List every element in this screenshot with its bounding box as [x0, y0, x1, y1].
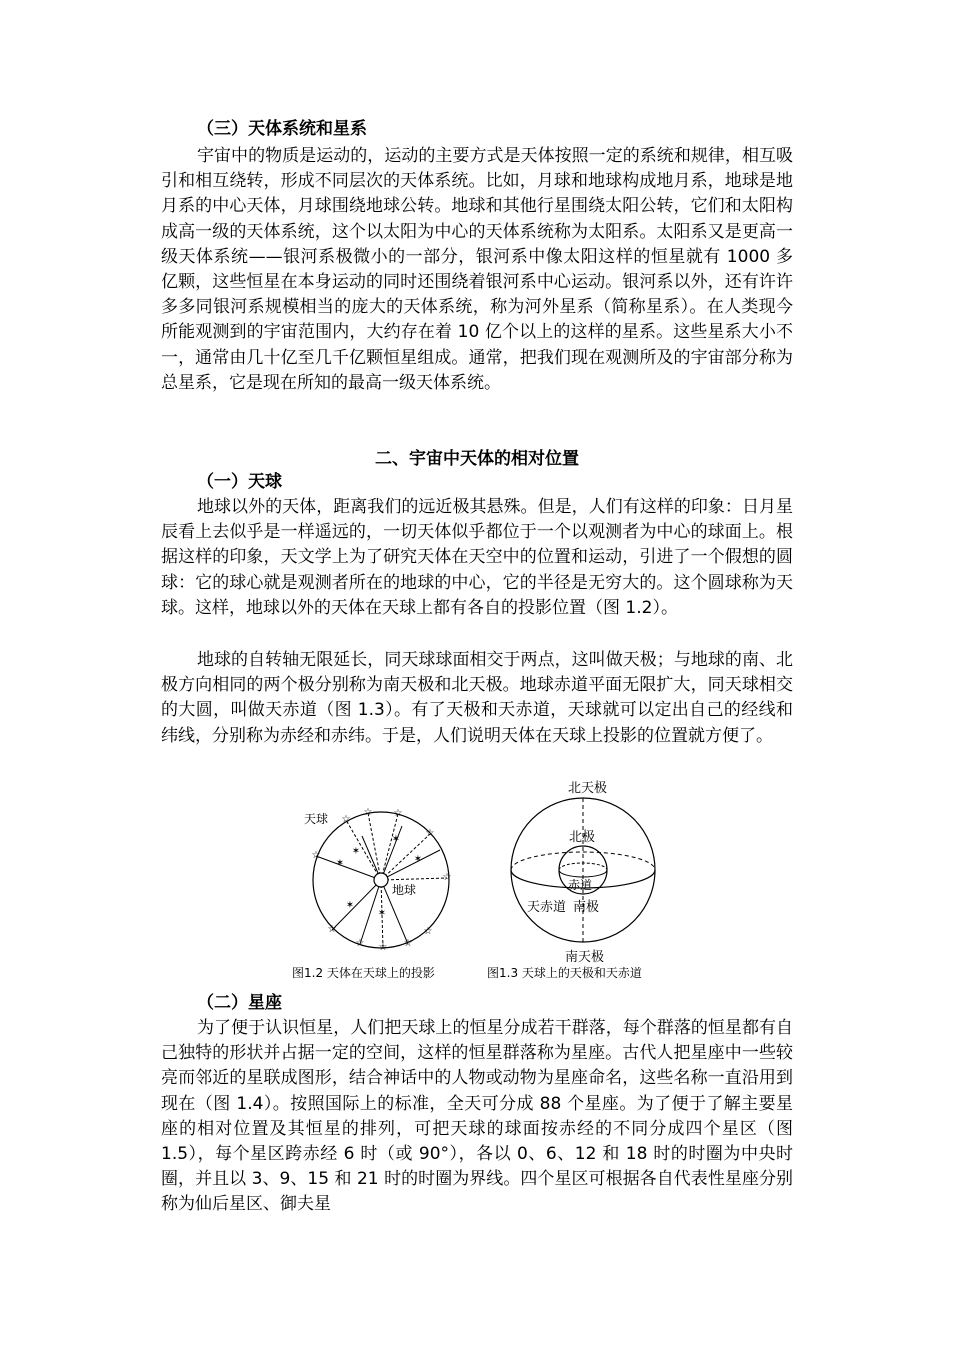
sub1-heading: （一）天球	[197, 472, 282, 492]
svg-text:✶: ✶	[377, 908, 387, 919]
sub1-paragraph-1: 地球以外的天体，距离我们的远近极其悬殊。但是，人们有这样的印象：日月星辰看上去似乎是一样遥远的，一切天体似乎都位于一个以观测者为中心的球面上。根据这样的印象，天文学上为了研究天体在天空中的位置和运动，引进了一个假想的圆球：它的球心就是观测者所在的地球的中心，它的半径是无穷大的。这个圆球称为天球。这样，地球以外的天体在天球上都有各自的投影位置（图 1.2）。	[161, 497, 793, 618]
svg-text:☆: ☆	[423, 926, 433, 937]
label-celestial-equator: 天赤道	[527, 900, 567, 915]
figure-1-3-diagram	[500, 775, 670, 965]
chapter2-title: 二、宇宙中天体的相对位置	[375, 449, 579, 469]
label-south-celestial-pole: 南天极	[565, 950, 605, 965]
label-earth: 地球	[392, 883, 417, 897]
sub2-heading: （二）星座	[197, 993, 282, 1013]
svg-text:☆: ☆	[341, 814, 351, 825]
svg-text:✶: ✶	[351, 846, 361, 857]
earth-circle	[374, 873, 388, 887]
svg-text:☆: ☆	[403, 938, 413, 949]
svg-text:☆: ☆	[442, 872, 452, 883]
svg-text:✶: ✶	[413, 854, 423, 865]
svg-text:☆: ☆	[425, 828, 435, 839]
section3-heading: （三）天体系统和星系	[197, 119, 367, 139]
figure-1-3-caption: 图1.3 天球上的天极和天赤道	[487, 966, 642, 980]
figure-1-2-diagram	[290, 798, 480, 958]
svg-text:☆: ☆	[393, 808, 403, 819]
svg-text:✶: ✶	[391, 834, 401, 845]
label-celestial-sphere: 天球	[304, 812, 329, 826]
svg-text:☆: ☆	[363, 807, 373, 818]
section3-paragraph: 宇宙中的物质是运动的，运动的主要方式是天体按照一定的系统和规律，相互吸引和相互绕转，形成不同层次的天体系统。比如，月球和地球构成地月系，地球是地月系的中心天体，月球围绕地球公转。地球和其他行星围绕太阳公转，它们和太阳构成高一级的天体系统，这个以太阳为中心的天体系统称为太阳系。太阳系又是更高一级天体系统——银河系极微小的一部分，银河系中像太阳这样的恒星就有 1000 多亿颗，这些恒星在本身运动的同时还围绕着银河系中心运动。银河系以外，还有许许多多同银河系规模相当的庞大的天体系统，称为河外星系（简称星系）。在人类现今所能观测到的宇宙范围内，大约存在着 10 亿个以上的这样的星系。这些星系大小不一，通常由几十亿至几千亿颗恒星组成。通常，把我们现在观测所及的宇宙部分称为总星系，它是现在所知的最高一级天体系统。	[161, 146, 793, 393]
sub1-paragraph-2: 地球的自转轴无限延长，同天球球面相交于两点，这叫做天极；与地球的南、北极方向相同的两个极分别称为南天极和北天极。地球赤道平面无限扩大，同天球相交的大圆，叫做天赤道（图 1.3）。有了天极和天赤道，天球就可以定出自己的经线和纬线，分别称为赤经和赤纬。于是，人们说明天体在天球上投影的位置就方便了。	[161, 650, 793, 746]
svg-text:✶: ✶	[345, 900, 355, 911]
label-south-pole: 南极	[573, 900, 600, 915]
label-north-celestial-pole: 北天极	[568, 781, 608, 796]
svg-text:☆: ☆	[327, 924, 337, 935]
label-equator: 赤道	[568, 878, 593, 892]
sub2-paragraph: 为了便于认识恒星，人们把天球上的恒星分成若干群落，每个群落的恒星都有自己独特的形状并占据一定的空间，这样的恒星群落称为星座。古代人把星座中一些较亮而邻近的星联成图形，结合神话中的人物或动物为星座命名，这些名称一直沿用到现在（图 1.4）。按照国际上的标准，全天可分成 88 个星座。为了便于了解主要星座的相对位置及其恒星的排列，可把天球的球面按赤经的不同分成四个星区（图 1.5），每个星区跨赤经 6 时（或 90°），各以 0、6、12 和 18 时的时圈为中央时圈，并且以 3、9、15 和 21 时的时圈为界线。四个星区可根据各自代表性星座分别称为仙后星区、御夫星	[161, 1018, 793, 1215]
label-north-pole: 北极	[569, 830, 596, 845]
svg-text:☆: ☆	[311, 850, 321, 861]
svg-text:✶: ✶	[335, 858, 345, 869]
svg-text:☆: ☆	[378, 942, 388, 953]
figure-1-2-caption: 图1.2 天体在天球上的投影	[292, 966, 435, 980]
svg-text:☆: ☆	[355, 938, 365, 949]
